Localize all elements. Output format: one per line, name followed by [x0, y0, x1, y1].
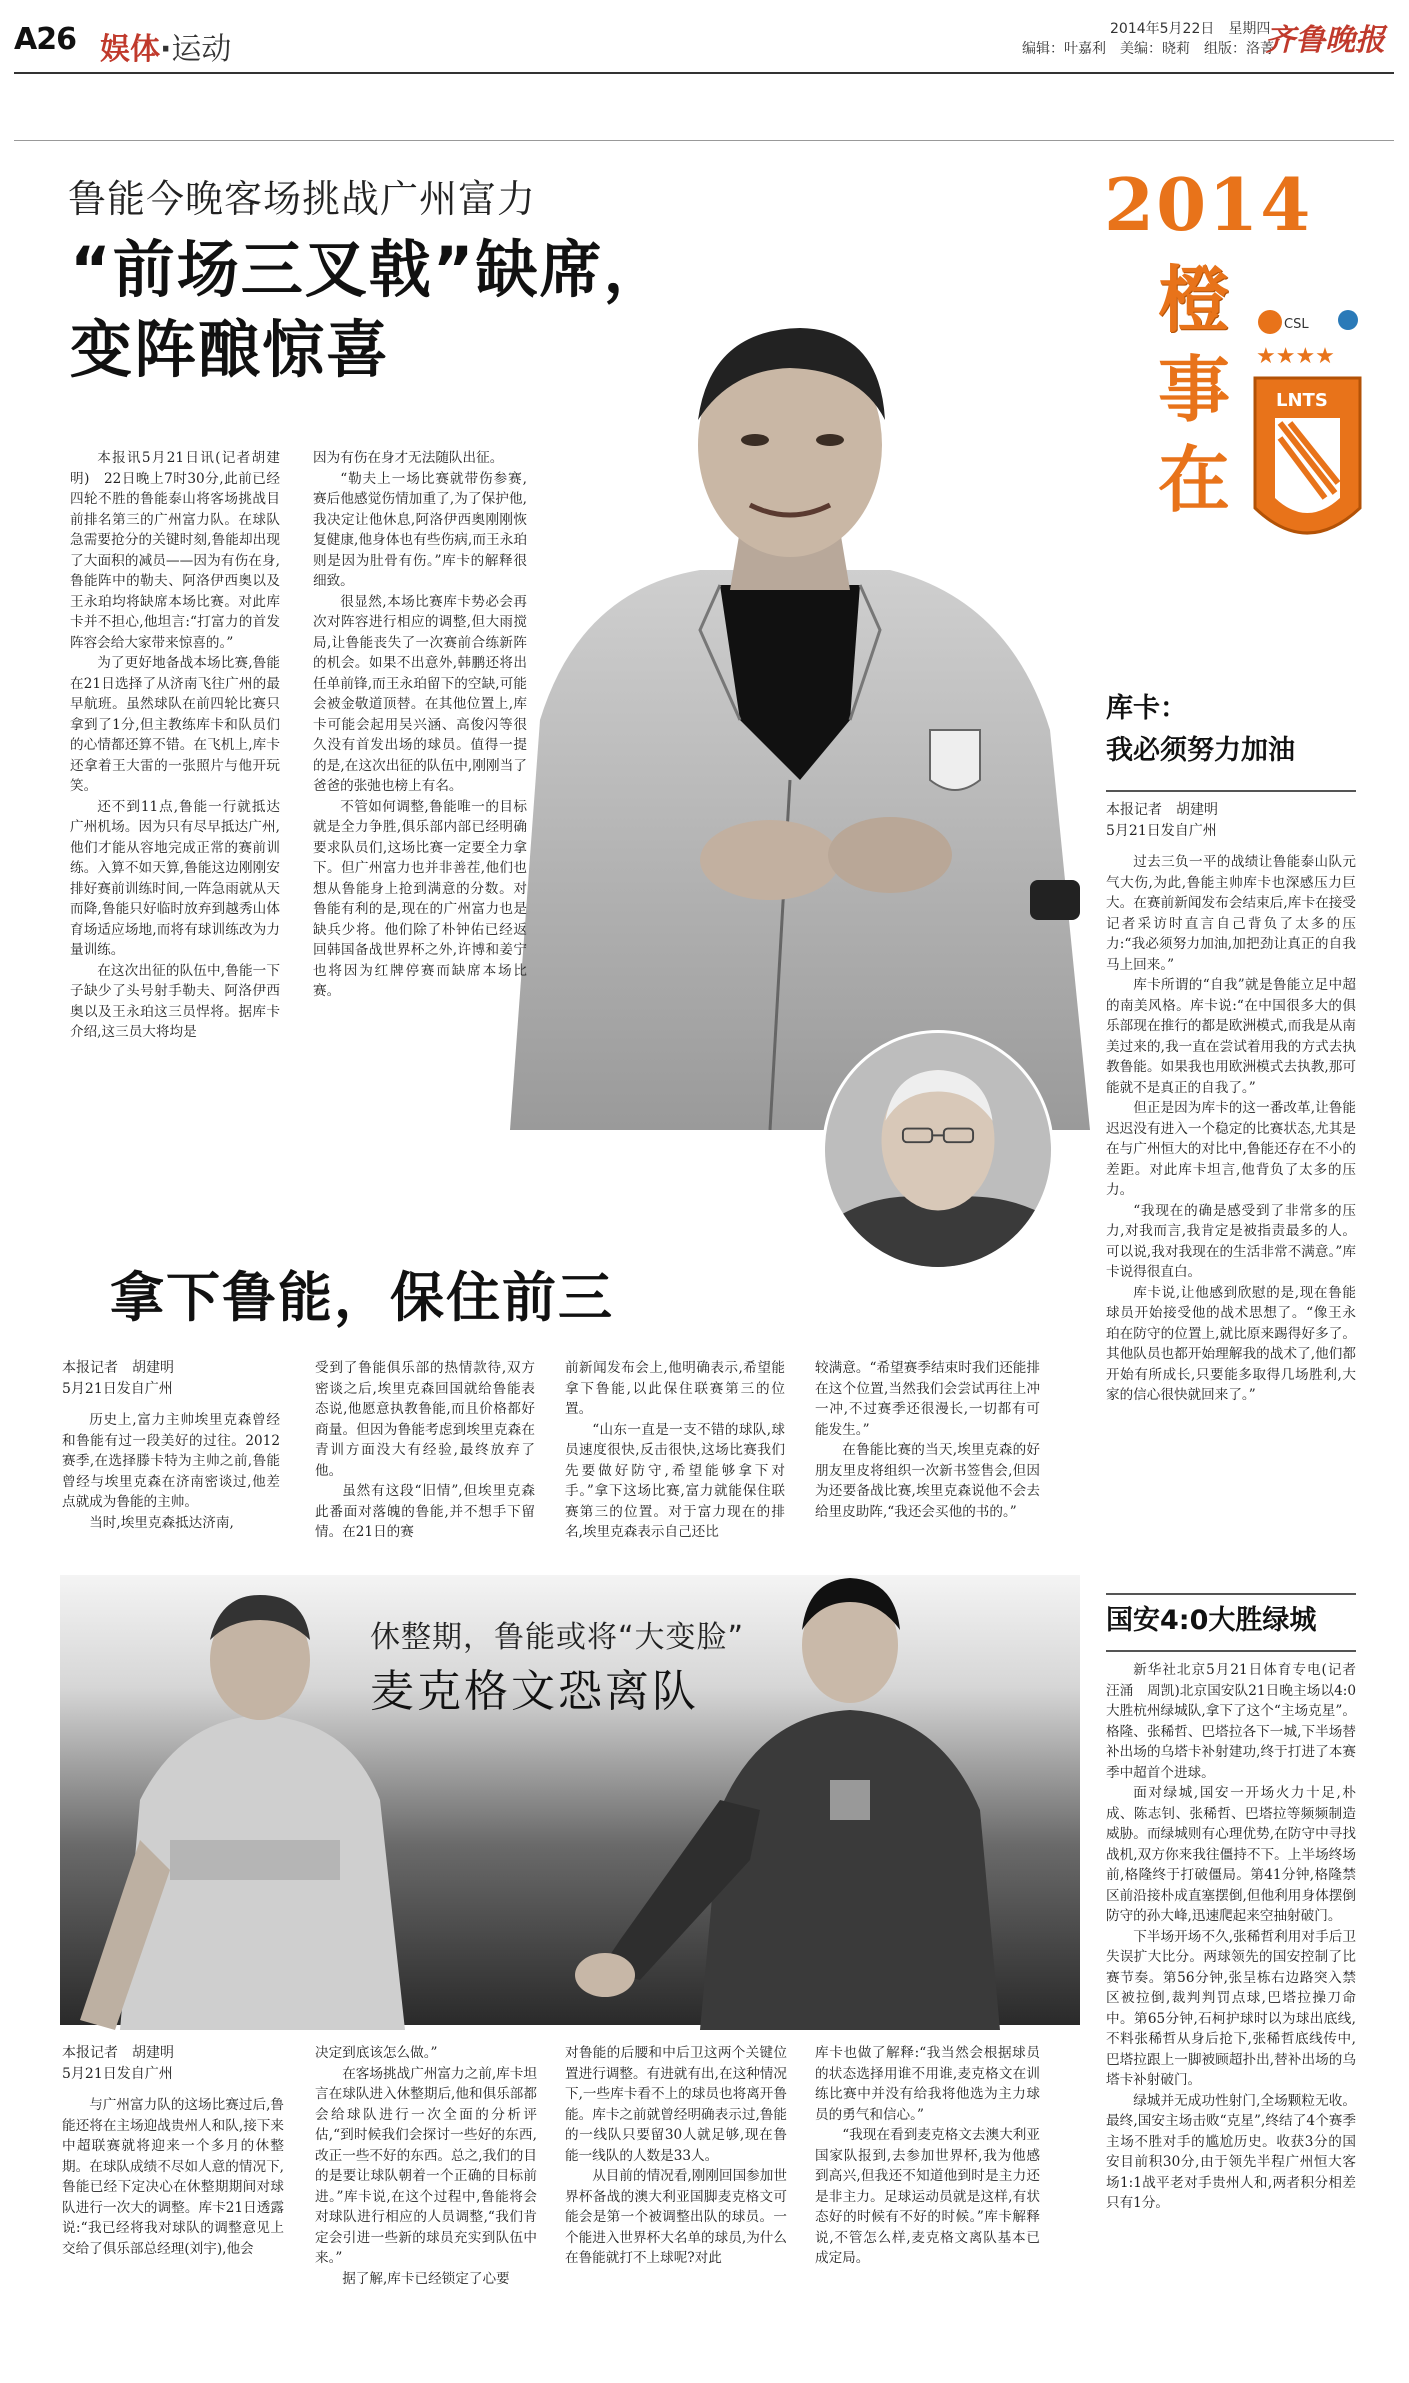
- article3-byline: 本报记者 胡建明: [62, 2045, 174, 2061]
- lead-headline-line1: “前场三叉戟”缺席，: [70, 233, 668, 306]
- side1-paragraph: 过去三负一平的战绩让鲁能泰山队元气大伤,为此,鲁能主帅库卡也深感压力巨大。在赛前新闻发布会结束后,库卡在接受记者采访时直言自己背负了太多的压力:“我必须努力加油,加把劲让真正的自我马上回来。”: [1106, 854, 1356, 973]
- eriksson-photo: [822, 1030, 1054, 1270]
- club-badge-icon: [1250, 308, 1365, 568]
- side2-title: 国安4:0大胜绿城: [1106, 1605, 1317, 1636]
- section-name: 娱体: [100, 32, 160, 67]
- article2-column-4: [815, 1358, 1040, 1522]
- svg-text:★★★★: ★★★★: [1256, 344, 1335, 369]
- article3-paragraph: 决定到底该怎么做。”: [315, 2045, 438, 2061]
- section-title: [100, 24, 231, 68]
- side1-paragraph: “我现在的确是感受到了非常多的压力,对我而言,我肯定是被指责最多的人。可以说,我对我现在的生活非常不满意。”库卡说得很直白。: [1106, 1202, 1356, 1280]
- article3-paragraph: 从目前的情况看,刚刚回国参加世界杯备战的澳大利亚国脚麦克格文可能会是第一个被调整出队的球员。一个能进入世界杯大名单的球员,为什么在鲁能就打不上球呢?对此: [565, 2168, 787, 2266]
- side1-rule: [1106, 790, 1356, 792]
- side1-title-line2: 我必须努力加油: [1106, 735, 1295, 766]
- article3-dateline: 5月21日发自广州: [62, 2066, 173, 2082]
- lead-paragraph: 因为有伤在身才无法随队出征。: [313, 450, 504, 466]
- article2-byline: 本报记者 胡建明: [62, 1360, 174, 1376]
- side2-paragraph: 下半场开场不久,张稀哲利用对手后卫失误扩大比分。两球领先的国安控制了比赛节奏。第56分钟,张呈栋右边路突入禁区被拉倒,裁判判罚点球,巴塔拉操刀命中。第65分钟,石柯护球时以为球出底线,不料张稀哲从身后抢下,张稀哲底线传中,巴塔拉跟上一脚被顾超扑出,替补出场的乌塔卡补射破门。: [1106, 1928, 1356, 2088]
- staff-credits: 编辑：叶嘉利 美编：晓莉 组版：洛菁: [1022, 41, 1274, 57]
- article3-paragraph: 库卡也做了解释:“我当然会根据球员的状态选择用谁不用谁,麦克格文在训练比赛中并没有给我将他选为主力球员的勇气和信心。”: [815, 2045, 1040, 2123]
- promo-char: 事: [1158, 348, 1231, 432]
- side1-title-line1: 库卡：: [1106, 693, 1187, 724]
- promo-year: 2014: [1104, 162, 1313, 247]
- side1-dateline: 5月21日发自广州: [1106, 823, 1217, 839]
- side2-rule: [1106, 1650, 1356, 1652]
- article2-paragraph: 历史上,富力主帅埃里克森曾经和鲁能有过一段美好的过往。2012赛季,在选择滕卡特为主帅之前,鲁能曾经与埃里克森在济南密谈过,他差点就成为鲁能的主帅。: [62, 1412, 280, 1510]
- lead-paragraph: 还不到11点,鲁能一行就抵达广州机场。因为只有尽早抵达广州,他们才能从容地完成正常的赛前训练。入算不如天算,鲁能这边刚刚安排好赛前训练时间,一阵急雨就从天而降,鲁能只好临时放弃到越秀山体育场适应场地,而将有球训练改为力量训练。: [70, 798, 280, 958]
- side1-byline: 本报记者 胡建明: [1106, 802, 1218, 818]
- side2-paragraph: 新华社北京5月21日体育专电(记者 汪涌 周凯)北京国安队21日晚主场以4:0大胜杭州绿城队,拿下了这个“主场克星”。格隆、张稀哲、巴塔拉各下一城,下半场替补出场的乌塔卡补射建功,终于打进了本赛季中超首个进球。: [1106, 1662, 1370, 1781]
- article2-column-2: [315, 1358, 535, 1543]
- article2-paragraph: 较满意。“希望赛季结束时我们还能排在这个位置,当然我们会尝试再往上冲一冲,不过赛季还很漫长,一切都有可能发生。”: [815, 1360, 1040, 1438]
- side1-paragraph: 库卡所谓的“自我”就是鲁能立足中超的南美风格。库卡说:“在中国很多大的俱乐部现在推行的都是欧洲模式,而我是从南美过来的,我一直在尝试着用我的方式去执教鲁能。如果我也用欧洲模式去执教,那可能就不是真正的自我了。”: [1106, 977, 1356, 1096]
- eriksson-photo-art: [825, 1033, 1051, 1267]
- lead-paragraph: “勒夫上一场比赛就带伤参赛,赛后他感觉伤情加重了,为了保护他,我决定让他休息,阿洛伊西奥刚刚恢复健康,他身体也有些伤病,而王永珀则是因为肚骨有伤。”库卡的解释很细致。: [313, 470, 527, 589]
- promo-graphic: [1100, 158, 1370, 588]
- article2-column-1: [62, 1358, 280, 1533]
- article3-column-3: [565, 2043, 787, 2269]
- article3-column-4: [815, 2043, 1040, 2269]
- article2-paragraph: 当时,埃里克森抵达济南,: [89, 1514, 234, 1531]
- article2-paragraph: 受到了鲁能俱乐部的热情款待,双方密谈之后,埃里克森回国就给鲁能表态说,他愿意执教鲁能,而且价格都好商量。但因为鲁能考虑到埃里克森在青训方面没大有经验,最终放弃了他。: [315, 1360, 535, 1479]
- lead-kicker: 鲁能今晚客场挑战广州富力: [68, 177, 537, 221]
- promo-char: 在: [1158, 438, 1231, 522]
- page-number: A26: [14, 22, 76, 57]
- article2-dateline: 5月21日发自广州: [62, 1381, 173, 1397]
- article3-column-1: [62, 2043, 284, 2259]
- side2-paragraph: 绿城并无成功性射门,全场颗粒无收。最终,国安主场击败“克星”,终结了4个赛季主场不胜对手的尴尬历史。收获3分的国安目前积30分,由于领先半程广州恒大客场1:1战平老对手贵州人和,两者积分相差只有1分。: [1106, 2092, 1356, 2211]
- side2-paragraph: 面对绿城,国安一开场火力十足,朴成、陈志钊、张稀哲、巴塔拉等频频制造威胁。而绿城则有心理优势,在防守中寻找战机,双方你来我往僵持不下。上半场终场前,格隆终于打破僵局。第41分钟,格隆禁区前沿接朴成直塞摆倒,但他利用身体摆倒防守的孙大峰,迅速爬起来空抽射破门。: [1106, 1785, 1356, 1924]
- coach-photo: [470, 300, 1110, 1130]
- article2-paragraph: 虽然有这段“旧情”,但埃里克森此番面对落魄的鲁能,并不想手下留情。在21日的赛: [315, 1483, 535, 1540]
- section-dot: ·: [160, 32, 172, 67]
- side2-top-rule: [1106, 1593, 1356, 1595]
- lead-headline-line2: 变阵酿惊喜: [70, 313, 391, 386]
- article2-column-3: [565, 1358, 785, 1543]
- article3-headline: 麦克格文恐离队: [370, 1666, 699, 1717]
- side1-title: [1106, 688, 1295, 772]
- article3-paragraph: 对鲁能的后腰和中后卫这两个关键位置进行调整。有进就有出,在这种情况下,一些库卡看不上的球员也将离开鲁能。库卡之前就曾经明确表示过,鲁能的一线队只要留30人就足够,现在鲁能一线队的人数是33人。: [565, 2045, 787, 2164]
- lead-paragraph: 不管如何调整,鲁能唯一的目标就是全力争胜,俱乐部内部已经明确要求队员们,这场比赛一定要全力拿下。但广州富力也并非善茬,他们也想从鲁能身上抢到满意的分数。对鲁能有利的是,现在的广州富力也是缺兵少将。他们除了朴钟佑已经返回韩国备战世界杯之外,许博和姜宁也将因为红牌停赛而缺席本场比赛。: [313, 798, 527, 999]
- article2-paragraph: 在鲁能比赛的当天,埃里克森的好朋友里皮将组织一次新书签售会,但因为还要备战比赛,埃里克森说他不会去给里皮助阵,“我还会买他的书的。”: [815, 1442, 1040, 1520]
- article3-column-2: [315, 2043, 537, 2289]
- article2-paragraph: 前新闻发布会上,他明确表示,希望能拿下鲁能,以此保住联赛第三的位置。: [565, 1360, 785, 1417]
- article2-paragraph: “山东一直是一支不错的球队,球员速度很快,反击很快,这场比赛我们先要做好防守,希望能够拿下对手。”拿下这场比赛,富力就能保住联赛第三的位置。对于富力现在的排名,埃里克森表示自己还比: [565, 1421, 785, 1540]
- lead-column-2: [313, 448, 527, 1002]
- lead-paragraph: 在这次出征的队伍中,鲁能一下子缺少了头号射手勒夫、阿洛伊西奥以及王永珀这三员悍将。据库卡介绍,这三员大将均是: [70, 962, 280, 1040]
- lead-paragraph: 本报讯5月21日讯(记者胡建明) 22日晚上7时30分,此前已经四轮不胜的鲁能泰山将客场挑战目前排名第三的广州富力队。在球队急需要抢分的关键时刻,鲁能却出现了大面积的减员——因为有伤在身,鲁能阵中的勒夫、阿洛伊西奥以及王永珀均将缺席本场比赛。对此库卡并不担心,他坦言:“打富力的首发阵容会给大家带来惊喜的。”: [70, 450, 280, 651]
- csl-logo-text: CSL: [1284, 317, 1309, 332]
- article3-paragraph: 在客场挑战广州富力之前,库卡坦言在球队进入休整期后,他和俱乐部都会给球队进行一次全面的分析评估,“到时候我们会探讨一些好的东西,改正一些不好的东西。总之,我们的目的是要让球队朝着一个正确的目标前进。”库卡说,在这个过程中,鲁能将会对球队进行相应的人员调整,“我们肯定会引进一些新的球员充实到队伍中来。”: [315, 2065, 537, 2266]
- header-rule-thin: [14, 140, 1394, 141]
- side1-paragraph: 库卡说,让他感到欣慰的是,现在鲁能球员开始接受他的战术思想了。“像王永珀在防守的位置上,就比原来踢得好多了。其他队员也都开始理解我的战术了,他们都开始有所成长,只要能多取得几场胜利,大家的信心很快就回来了。”: [1106, 1284, 1356, 1403]
- masthead-logo: 齐鲁晚报: [1265, 23, 1385, 58]
- lead-column-1: [70, 448, 280, 1043]
- lead-paragraph: 很显然,本场比赛库卡势必会再次对阵容进行相应的调整,但大雨搅局,让鲁能丧失了一次赛前合练新阵的机会。如果不出意外,韩鹏还将出任单前锋,而王永珀留下的空缺,可能会被金敬道顶替。在其他位置上,库卡可能会起用吴兴涵、高俊闪等很久没有首发出场的球员。值得一提的是,在这次出征的队伍中,刚刚当了爸爸的张弛也榜上有名。: [313, 593, 527, 794]
- article3-paragraph: 据了解,库卡已经锁定了心要: [342, 2270, 510, 2287]
- article2-headline: 拿下鲁能，保住前三: [110, 1266, 614, 1329]
- article3-paragraph: 与广州富力队的这场比赛过后,鲁能还将在主场迎战贵州人和队,接下来中超联赛就将迎来一个多月的休整期。在球队成绩不尽如人意的情况下,鲁能已经下定决心在休整期期间对球队进行一次大的调整。库卡21日透露说:“我已经将我对球队的调整意见上交给了俱乐部总经理(刘宇),他会: [62, 2097, 284, 2257]
- side1-column: [1106, 800, 1356, 1406]
- article3-kicker: 休整期，鲁能或将“大变脸”: [370, 1620, 745, 1655]
- promo-char: 橙: [1158, 258, 1231, 342]
- badge-text: LNTS: [1276, 390, 1328, 411]
- side2-column: [1106, 1660, 1370, 2214]
- issue-date: 2014年5月22日 星期四: [1110, 21, 1271, 37]
- side1-paragraph: 但正是因为库卡的这一番改革,让鲁能迟迟没有进入一个稳定的比赛状态,尤其是在与广州恒大的对比中,鲁能还存在不小的差距。对此库卡坦言,他背负了太多的压力。: [1106, 1100, 1356, 1198]
- article3-paragraph: “我现在看到麦克格文去澳大利亚国家队报到,去参加世界杯,我为他感到高兴,但我还不知道他到时是主力还是非主力。足球运动员就是这样,有状态好的时候有不好的时候。”库卡解释说,不管怎么样,麦克格文离队基本已成定局。: [815, 2127, 1040, 2266]
- subsection-name: 运动: [171, 32, 232, 67]
- header-rule: [14, 72, 1394, 74]
- lead-paragraph: 为了更好地备战本场比赛,鲁能在21日选择了从济南飞往广州的最早航班。虽然球队在前四轮比赛只拿到了1分,但主教练库卡和队员们的心情都还算不错。在飞机上,库卡还拿着王大雷的一张照片与他开玩笑。: [70, 655, 280, 794]
